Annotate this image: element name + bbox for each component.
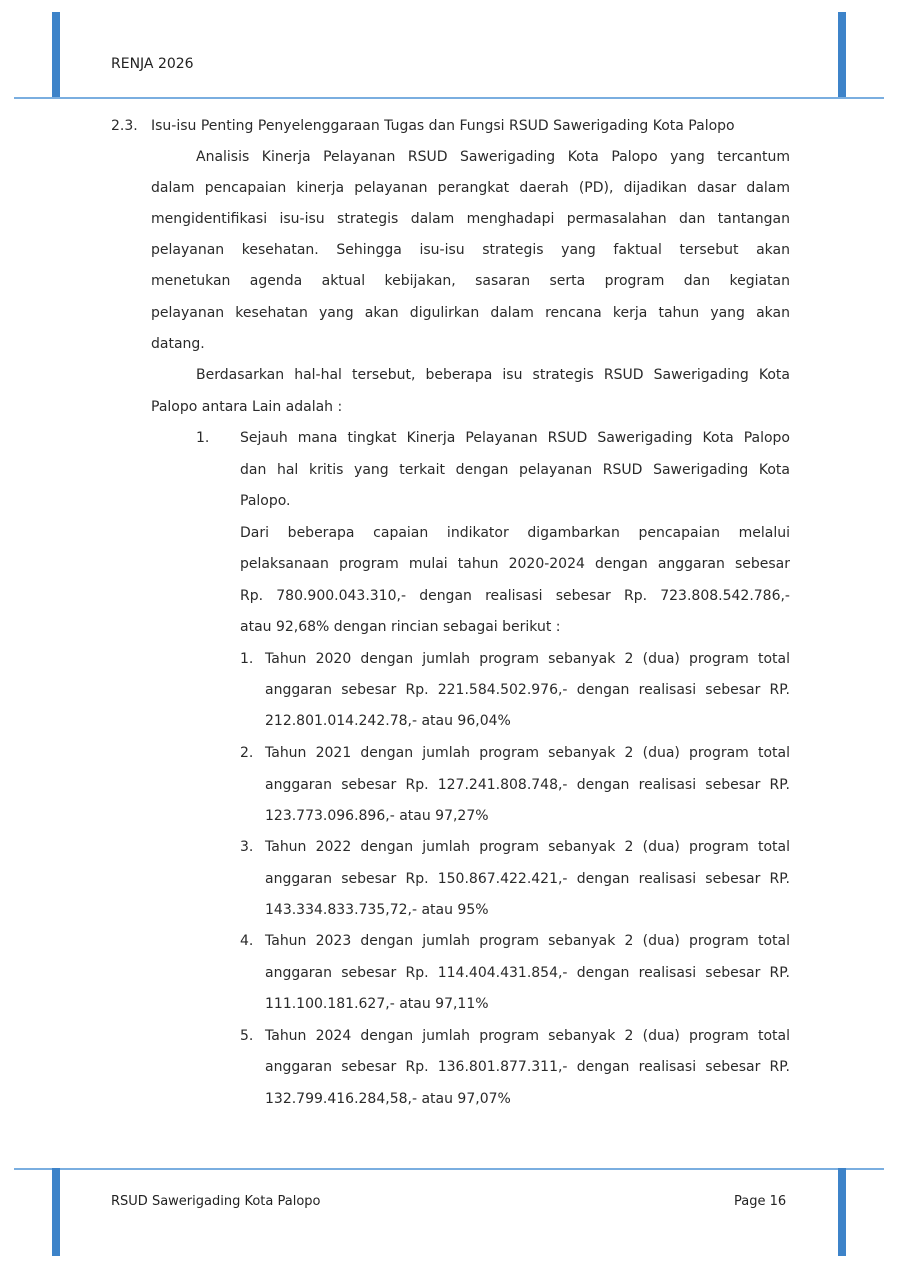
year-item-line: anggaran sebesar Rp. 127.241.808.748,- dengan realisasi sebesar RP.: [265, 777, 790, 793]
footer-organization: RSUD Sawerigading Kota Palopo: [111, 1194, 321, 1209]
header-right-bar: [838, 12, 846, 98]
paragraph-1-line: dalam pencapaian kinerja pelayanan perangkat daerah (PD), dijadikan dasar dalam: [151, 180, 790, 196]
year-item-number: 5.: [240, 1028, 254, 1044]
header-left-bar: [52, 12, 60, 98]
issue-line: Sejauh mana tingkat Kinerja Pelayanan RSUD Sawerigading Kota Palopo: [240, 430, 790, 446]
year-item-line: Tahun 2020 dengan jumlah program sebanyak 2 (dua) program total: [265, 651, 790, 667]
year-item-line: 132.799.416.284,58,- atau 97,07%: [265, 1091, 511, 1107]
paragraph-2-line: Palopo antara Lain adalah :: [151, 399, 343, 415]
issue-detail-line: Rp. 780.900.043.310,- dengan realisasi sebesar Rp. 723.808.542.786,-: [240, 588, 790, 604]
year-item-number: 1.: [240, 651, 254, 667]
year-item-line: Tahun 2021 dengan jumlah program sebanyak 2 (dua) program total: [265, 745, 790, 761]
year-item-line: 111.100.181.627,- atau 97,11%: [265, 996, 489, 1012]
footer-right-bar: [838, 1168, 846, 1256]
year-item-number: 3.: [240, 839, 254, 855]
year-item-line: anggaran sebesar Rp. 221.584.502.976,- dengan realisasi sebesar RP.: [265, 682, 790, 698]
issue-detail-line: Dari beberapa capaian indikator digambarkan pencapaian melalui: [240, 525, 790, 541]
issue-line: Palopo.: [240, 493, 291, 509]
section-number: 2.3.: [111, 118, 138, 134]
year-item-number: 4.: [240, 933, 254, 949]
year-item-line: Tahun 2022 dengan jumlah program sebanyak 2 (dua) program total: [265, 839, 790, 855]
issue-number: 1.: [196, 430, 210, 446]
issue-line: dan hal kritis yang terkait dengan pelayanan RSUD Sawerigading Kota: [240, 462, 790, 478]
header-rule: [14, 97, 884, 99]
paragraph-1-line: pelayanan kesehatan yang akan digulirkan dalam rencana kerja tahun yang akan: [151, 305, 790, 321]
year-item-line: anggaran sebesar Rp. 136.801.877.311,- dengan realisasi sebesar RP.: [265, 1059, 790, 1075]
paragraph-1-line: Analisis Kinerja Pelayanan RSUD Sawerigading Kota Palopo yang tercantum: [196, 149, 790, 165]
paragraph-1-line: pelayanan kesehatan. Sehingga isu-isu strategis yang faktual tersebut akan: [151, 242, 790, 258]
year-item-line: anggaran sebesar Rp. 114.404.431.854,- dengan realisasi sebesar RP.: [265, 965, 790, 981]
issue-detail-line: pelaksanaan program mulai tahun 2020-2024 dengan anggaran sebesar: [240, 556, 790, 572]
paragraph-1-line: menetukan agenda aktual kebijakan, sasaran serta program dan kegiatan: [151, 273, 790, 289]
year-item-line: Tahun 2023 dengan jumlah program sebanyak 2 (dua) program total: [265, 933, 790, 949]
page-number: Page 16: [734, 1194, 787, 1209]
footer-left-bar: [52, 1168, 60, 1256]
year-item-line: 123.773.096.896,- atau 97,27%: [265, 808, 489, 824]
year-item-line: anggaran sebesar Rp. 150.867.422.421,- dengan realisasi sebesar RP.: [265, 871, 790, 887]
paragraph-1-line: datang.: [151, 336, 205, 352]
paragraph-2-line: Berdasarkan hal-hal tersebut, beberapa isu strategis RSUD Sawerigading Kota: [196, 367, 790, 383]
year-item-line: 212.801.014.242.78,- atau 96,04%: [265, 713, 511, 729]
year-item-line: 143.334.833.735,72,- atau 95%: [265, 902, 489, 918]
section-title: Isu-isu Penting Penyelenggaraan Tugas dan Fungsi RSUD Sawerigading Kota Palopo: [151, 118, 735, 134]
year-item-number: 2.: [240, 745, 254, 761]
header-title: RENJA 2026: [111, 56, 194, 72]
paragraph-1-line: mengidentifikasi isu-isu strategis dalam menghadapi permasalahan dan tantangan: [151, 211, 790, 227]
issue-detail-line: atau 92,68% dengan rincian sebagai berikut :: [240, 619, 561, 635]
footer-rule: [14, 1168, 884, 1170]
year-item-line: Tahun 2024 dengan jumlah program sebanyak 2 (dua) program total: [265, 1028, 790, 1044]
